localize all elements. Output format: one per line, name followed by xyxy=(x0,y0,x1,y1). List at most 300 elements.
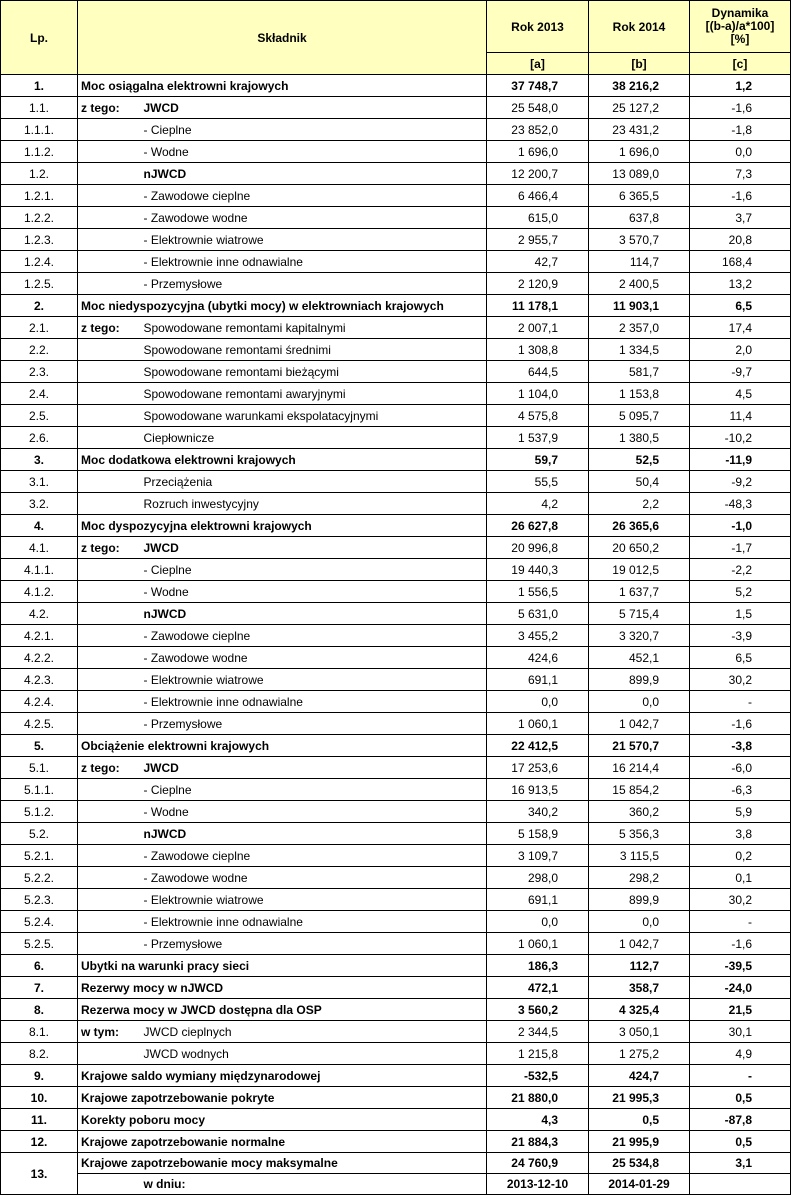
row-dynamics: - xyxy=(690,911,791,933)
row-lp: 8. xyxy=(1,999,78,1021)
row-dynamics: -9,2 xyxy=(690,471,791,493)
table-row xyxy=(1,229,791,251)
row-lp: 4.2.4. xyxy=(1,691,78,713)
row-prefix xyxy=(78,823,141,845)
row-value-2013: 1 060,1 xyxy=(487,713,589,735)
row-name: - Elektrownie wiatrowe xyxy=(141,889,487,911)
row-lp: 1.2.5. xyxy=(1,273,78,295)
row-lp: 2.4. xyxy=(1,383,78,405)
row-value-2013: 2 344,5 xyxy=(487,1021,589,1043)
table-row xyxy=(1,713,791,735)
row-dynamics: -6,0 xyxy=(690,757,791,779)
row-dynamics: -1,8 xyxy=(690,119,791,141)
table-row xyxy=(1,911,791,933)
row-dynamics: -24,0 xyxy=(690,977,791,999)
row-prefix xyxy=(78,1043,141,1065)
row-lp: 3.1. xyxy=(1,471,78,493)
row-lp: 8.2. xyxy=(1,1043,78,1065)
table-row xyxy=(1,603,791,625)
row-value-2014: 0,0 xyxy=(589,911,690,933)
row-dynamics: -3,8 xyxy=(690,735,791,757)
header-rok-2014: Rok 2014 xyxy=(589,1,690,53)
row-lp: 2.3. xyxy=(1,361,78,383)
row-value-2013: 3 560,2 xyxy=(487,999,589,1021)
row-value-2013: 4,3 xyxy=(487,1109,589,1131)
row-13-value-2014: 25 534,8 xyxy=(589,1153,690,1174)
row-name: - Elektrownie wiatrowe xyxy=(141,229,487,251)
row-dynamics: -11,9 xyxy=(690,449,791,471)
row-value-2014: 358,7 xyxy=(589,977,690,999)
table-row xyxy=(1,515,791,537)
row-name: Spowodowane remontami średnimi xyxy=(141,339,487,361)
row-lp: 5.2.4. xyxy=(1,911,78,933)
row-value-2013: 4 575,8 xyxy=(487,405,589,427)
row-value-2014: 112,7 xyxy=(589,955,690,977)
row-value-2013: 3 455,2 xyxy=(487,625,589,647)
row-prefix xyxy=(78,207,141,229)
table-row xyxy=(1,669,791,691)
row-value-2013: 5 158,9 xyxy=(487,823,589,845)
row-prefix xyxy=(78,845,141,867)
row-lp: 5.2.3. xyxy=(1,889,78,911)
row-value-2014: 21 995,9 xyxy=(589,1131,690,1153)
header-col-b: [b] xyxy=(589,53,690,75)
table-row xyxy=(1,295,791,317)
row-value-2013: 17 253,6 xyxy=(487,757,589,779)
row-lp: 5.1.2. xyxy=(1,801,78,823)
table-row xyxy=(1,801,791,823)
header-col-c: [c] xyxy=(690,53,791,75)
row-dynamics: 30,2 xyxy=(690,669,791,691)
row-value-2013: 0,0 xyxy=(487,691,589,713)
header-lp: Lp. xyxy=(1,1,78,75)
row-lp: 4.2.3. xyxy=(1,669,78,691)
row-name: nJWCD xyxy=(141,603,487,625)
row-value-2014: 360,2 xyxy=(589,801,690,823)
row-lp: 5.1.1. xyxy=(1,779,78,801)
row-value-2014: 13 089,0 xyxy=(589,163,690,185)
row-name: Korekty poboru mocy xyxy=(78,1109,487,1131)
row-lp: 6. xyxy=(1,955,78,977)
row-value-2013: 424,6 xyxy=(487,647,589,669)
row-name: - Przemysłowe xyxy=(141,273,487,295)
header-rok-2013: Rok 2013 xyxy=(487,1,589,53)
row-name: Krajowe zapotrzebowanie pokryte xyxy=(78,1087,487,1109)
row-prefix xyxy=(78,779,141,801)
table-row xyxy=(1,889,791,911)
row-name: - Zawodowe cieplne xyxy=(141,185,487,207)
row-name: Moc niedyspozycyjna (ubytki mocy) w elektrowniach krajowych xyxy=(78,295,487,317)
row-value-2014: 899,9 xyxy=(589,889,690,911)
table-row xyxy=(1,317,791,339)
row-lp: 2.6. xyxy=(1,427,78,449)
row-value-2013: 1 696,0 xyxy=(487,141,589,163)
table-row xyxy=(1,735,791,757)
row-prefix xyxy=(78,713,141,735)
row-lp: 4.1.1. xyxy=(1,559,78,581)
row-value-2014: 2,2 xyxy=(589,493,690,515)
row-prefix xyxy=(78,911,141,933)
row-prefix xyxy=(78,933,141,955)
row-value-2014: 1 042,7 xyxy=(589,933,690,955)
row-dynamics: 1,2 xyxy=(690,75,791,97)
row-dynamics: -3,9 xyxy=(690,625,791,647)
row-name: Rezerwy mocy w nJWCD xyxy=(78,977,487,999)
table-row xyxy=(1,779,791,801)
row-prefix xyxy=(78,581,141,603)
row-name: Rezerwa mocy w JWCD dostępna dla OSP xyxy=(78,999,487,1021)
row-lp: 4.2.2. xyxy=(1,647,78,669)
row-lp: 1.2.3. xyxy=(1,229,78,251)
row-value-2014: 6 365,5 xyxy=(589,185,690,207)
row-value-2013: 1 556,5 xyxy=(487,581,589,603)
row-name: Krajowe saldo wymiany międzynarodowej xyxy=(78,1065,487,1087)
row-value-2014: 15 854,2 xyxy=(589,779,690,801)
row-prefix: z tego: xyxy=(78,97,141,119)
row-dynamics: 7,3 xyxy=(690,163,791,185)
row-lp: 9. xyxy=(1,1065,78,1087)
row-name: - Cieplne xyxy=(141,779,487,801)
row-prefix: z tego: xyxy=(78,757,141,779)
row-dynamics: - xyxy=(690,1065,791,1087)
row-dynamics: -39,5 xyxy=(690,955,791,977)
table-row xyxy=(1,471,791,493)
row-value-2013: 21 884,3 xyxy=(487,1131,589,1153)
row-name: Spowodowane remontami awaryjnymi xyxy=(141,383,487,405)
row-13-value-2013: 24 760,9 xyxy=(487,1153,589,1174)
table-row xyxy=(1,1021,791,1043)
row-value-2014: 298,2 xyxy=(589,867,690,889)
table-row xyxy=(1,1109,791,1131)
row-name: - Przemysłowe xyxy=(141,713,487,735)
row-value-2014: 16 214,4 xyxy=(589,757,690,779)
table-row xyxy=(1,1043,791,1065)
row-value-2013: 1 060,1 xyxy=(487,933,589,955)
row-dynamics: -1,0 xyxy=(690,515,791,537)
table-row xyxy=(1,405,791,427)
row-lp: 7. xyxy=(1,977,78,999)
row-name: Spowodowane remontami kapitalnymi xyxy=(141,317,487,339)
row-dynamics: -2,2 xyxy=(690,559,791,581)
table-row xyxy=(1,427,791,449)
row-lp: 1.2.4. xyxy=(1,251,78,273)
row-13-lp: 13. xyxy=(1,1153,78,1195)
row-lp: 4.2.5. xyxy=(1,713,78,735)
table-row xyxy=(1,185,791,207)
header-skladnik: Składnik xyxy=(78,1,487,75)
row-dynamics: -87,8 xyxy=(690,1109,791,1131)
row-dynamics: -10,2 xyxy=(690,427,791,449)
row-value-2014: 25 127,2 xyxy=(589,97,690,119)
row-value-2013: 5 631,0 xyxy=(487,603,589,625)
row-dynamics: 30,2 xyxy=(690,889,791,911)
row-value-2013: 298,0 xyxy=(487,867,589,889)
table-row xyxy=(1,955,791,977)
row-name: JWCD xyxy=(141,97,487,119)
table-row xyxy=(1,163,791,185)
row-value-2014: 114,7 xyxy=(589,251,690,273)
row-dynamics: -1,6 xyxy=(690,933,791,955)
row-value-2014: 2 400,5 xyxy=(589,273,690,295)
row-value-2014: 424,7 xyxy=(589,1065,690,1087)
row-value-2014: 4 325,4 xyxy=(589,999,690,1021)
row-dynamics: 6,5 xyxy=(690,647,791,669)
row-value-2013: 186,3 xyxy=(487,955,589,977)
table-row xyxy=(1,383,791,405)
row-dynamics: 20,8 xyxy=(690,229,791,251)
header-dynamika: Dynamika [(b-a)/a*100] [%] xyxy=(690,1,791,53)
table-row xyxy=(1,75,791,97)
row-prefix xyxy=(78,669,141,691)
row-name: - Elektrownie inne odnawialne xyxy=(141,911,487,933)
table-row xyxy=(1,339,791,361)
row-value-2014: 1 153,8 xyxy=(589,383,690,405)
row-lp: 5. xyxy=(1,735,78,757)
row-value-2014: 1 042,7 xyxy=(589,713,690,735)
row-value-2013: 1 104,0 xyxy=(487,383,589,405)
table-body xyxy=(1,75,791,1153)
row-value-2014: 3 050,1 xyxy=(589,1021,690,1043)
row-dynamics: -1,7 xyxy=(690,537,791,559)
row-name: - Zawodowe wodne xyxy=(141,207,487,229)
row-dynamics: -1,6 xyxy=(690,713,791,735)
row-lp: 4.1. xyxy=(1,537,78,559)
row-lp: 1.2.1. xyxy=(1,185,78,207)
table-row xyxy=(1,845,791,867)
row-value-2014: 1 696,0 xyxy=(589,141,690,163)
table-row xyxy=(1,537,791,559)
row-value-2013: 0,0 xyxy=(487,911,589,933)
row-name: Rozruch inwestycyjny xyxy=(141,493,487,515)
row-13-date-2013: 2013-12-10 xyxy=(487,1174,589,1195)
row-lp: 1.1. xyxy=(1,97,78,119)
row-prefix xyxy=(78,889,141,911)
row-value-2014: 23 431,2 xyxy=(589,119,690,141)
table-row xyxy=(1,1087,791,1109)
row-lp: 12. xyxy=(1,1131,78,1153)
row-name: nJWCD xyxy=(141,163,487,185)
row-prefix xyxy=(78,559,141,581)
row-dynamics: -6,3 xyxy=(690,779,791,801)
row-name: - Zawodowe cieplne xyxy=(141,625,487,647)
row-value-2013: 691,1 xyxy=(487,669,589,691)
row-prefix xyxy=(78,383,141,405)
row-dynamics: 21,5 xyxy=(690,999,791,1021)
table-row xyxy=(1,493,791,515)
row-name: - Wodne xyxy=(141,801,487,823)
row-lp: 3. xyxy=(1,449,78,471)
row-dynamics: 168,4 xyxy=(690,251,791,273)
row-lp: 11. xyxy=(1,1109,78,1131)
row-dynamics: 6,5 xyxy=(690,295,791,317)
row-name: Krajowe zapotrzebowanie normalne xyxy=(78,1131,487,1153)
row-13-name: Krajowe zapotrzebowanie mocy maksymalne xyxy=(78,1153,487,1174)
row-value-2014: 3 115,5 xyxy=(589,845,690,867)
table-row xyxy=(1,207,791,229)
row-value-2013: 23 852,0 xyxy=(487,119,589,141)
row-value-2013: 2 955,7 xyxy=(487,229,589,251)
row-value-2013: 21 880,0 xyxy=(487,1087,589,1109)
row-value-2014: 1 380,5 xyxy=(589,427,690,449)
row-value-2013: 644,5 xyxy=(487,361,589,383)
row-prefix xyxy=(78,163,141,185)
header-col-a: [a] xyxy=(487,53,589,75)
row-value-2013: 26 627,8 xyxy=(487,515,589,537)
row-value-2014: 3 570,7 xyxy=(589,229,690,251)
row-dynamics: 13,2 xyxy=(690,273,791,295)
row-dynamics: -48,3 xyxy=(690,493,791,515)
row-value-2014: 0,0 xyxy=(589,691,690,713)
row-lp: 1.2. xyxy=(1,163,78,185)
row-value-2014: 637,8 xyxy=(589,207,690,229)
row-value-2014: 581,7 xyxy=(589,361,690,383)
row-lp: 10. xyxy=(1,1087,78,1109)
row-prefix xyxy=(78,361,141,383)
row-value-2013: 472,1 xyxy=(487,977,589,999)
row-dynamics: 1,5 xyxy=(690,603,791,625)
row-dynamics: 0,5 xyxy=(690,1087,791,1109)
table-row xyxy=(1,757,791,779)
table-row xyxy=(1,977,791,999)
row-value-2013: 11 178,1 xyxy=(487,295,589,317)
table-row xyxy=(1,625,791,647)
row-lp: 5.2. xyxy=(1,823,78,845)
row-dynamics: 4,9 xyxy=(690,1043,791,1065)
row-value-2014: 2 357,0 xyxy=(589,317,690,339)
row-value-2013: 4,2 xyxy=(487,493,589,515)
row-dynamics: 3,7 xyxy=(690,207,791,229)
row-prefix xyxy=(78,273,141,295)
row-dynamics: 0,2 xyxy=(690,845,791,867)
row-dynamics: 3,8 xyxy=(690,823,791,845)
row-value-2013: 615,0 xyxy=(487,207,589,229)
row-name: - Zawodowe cieplne xyxy=(141,845,487,867)
row-dynamics: 5,9 xyxy=(690,801,791,823)
row-dynamics: 5,2 xyxy=(690,581,791,603)
row-13-date-2014: 2014-01-29 xyxy=(589,1174,690,1195)
row-lp: 5.2.5. xyxy=(1,933,78,955)
row-value-2013: 20 996,8 xyxy=(487,537,589,559)
row-value-2013: 2 007,1 xyxy=(487,317,589,339)
table-row xyxy=(1,141,791,163)
row-value-2013: 37 748,7 xyxy=(487,75,589,97)
row-lp: 4.2.1. xyxy=(1,625,78,647)
row-value-2014: 1 275,2 xyxy=(589,1043,690,1065)
row-prefix xyxy=(78,339,141,361)
row-prefix xyxy=(78,185,141,207)
row-value-2014: 38 216,2 xyxy=(589,75,690,97)
row-name: nJWCD xyxy=(141,823,487,845)
row-name: JWCD wodnych xyxy=(141,1043,487,1065)
row-value-2014: 899,9 xyxy=(589,669,690,691)
row-value-2014: 19 012,5 xyxy=(589,559,690,581)
row-lp: 5.2.2. xyxy=(1,867,78,889)
row-value-2014: 5 356,3 xyxy=(589,823,690,845)
row-13-date-label: w dniu: xyxy=(141,1174,487,1195)
row-name: - Elektrownie wiatrowe xyxy=(141,669,487,691)
row-prefix xyxy=(78,229,141,251)
row-prefix xyxy=(78,801,141,823)
row-value-2014: 26 365,6 xyxy=(589,515,690,537)
row-name: Moc dyspozycyjna elektrowni krajowych xyxy=(78,515,487,537)
row-prefix: z tego: xyxy=(78,537,141,559)
row-prefix xyxy=(78,119,141,141)
row-value-2014: 21 995,3 xyxy=(589,1087,690,1109)
table-row xyxy=(1,1131,791,1153)
row-lp: 5.1. xyxy=(1,757,78,779)
row-dynamics: 0,1 xyxy=(690,867,791,889)
row-lp: 2.5. xyxy=(1,405,78,427)
table-row xyxy=(1,251,791,273)
row-name: Spowodowane warunkami ekspolatacyjnymi xyxy=(141,405,487,427)
row-name: - Przemysłowe xyxy=(141,933,487,955)
row-lp: 5.2.1. xyxy=(1,845,78,867)
row-lp: 1.1.2. xyxy=(1,141,78,163)
row-name: - Elektrownie inne odnawialne xyxy=(141,251,487,273)
row-name: - Zawodowe wodne xyxy=(141,867,487,889)
table-footer xyxy=(1,1153,791,1195)
table-row xyxy=(1,823,791,845)
row-value-2014: 20 650,2 xyxy=(589,537,690,559)
row-name: Moc osiągalna elektrowni krajowych xyxy=(78,75,487,97)
table-row xyxy=(1,361,791,383)
table-row xyxy=(1,449,791,471)
row-prefix xyxy=(78,691,141,713)
row-value-2013: -532,5 xyxy=(487,1065,589,1087)
row-prefix: w tym: xyxy=(78,1021,141,1043)
row-prefix xyxy=(78,493,141,515)
row-lp: 4.2. xyxy=(1,603,78,625)
row-prefix xyxy=(78,405,141,427)
row-lp: 1.2.2. xyxy=(1,207,78,229)
row-value-2013: 12 200,7 xyxy=(487,163,589,185)
row-value-2013: 3 109,7 xyxy=(487,845,589,867)
table-row xyxy=(1,867,791,889)
row-dynamics: 0,5 xyxy=(690,1131,791,1153)
table-row xyxy=(1,581,791,603)
row-value-2014: 50,4 xyxy=(589,471,690,493)
row-name: JWCD xyxy=(141,757,487,779)
row-value-2014: 3 320,7 xyxy=(589,625,690,647)
row-value-2014: 0,5 xyxy=(589,1109,690,1131)
row-value-2013: 22 412,5 xyxy=(487,735,589,757)
row-prefix xyxy=(78,867,141,889)
row-prefix xyxy=(78,647,141,669)
row-dynamics: 4,5 xyxy=(690,383,791,405)
row-dynamics: -9,7 xyxy=(690,361,791,383)
row-prefix: z tego: xyxy=(78,317,141,339)
row-value-2013: 1 537,9 xyxy=(487,427,589,449)
row-dynamics: 2,0 xyxy=(690,339,791,361)
row-value-2013: 42,7 xyxy=(487,251,589,273)
row-value-2013: 19 440,3 xyxy=(487,559,589,581)
table-row xyxy=(1,647,791,669)
row-value-2014: 1 334,5 xyxy=(589,339,690,361)
table-row xyxy=(1,933,791,955)
row-prefix xyxy=(78,251,141,273)
row-value-2014: 21 570,7 xyxy=(589,735,690,757)
row-13-dynamics: 3,1 xyxy=(690,1153,791,1174)
row-lp: 2.2. xyxy=(1,339,78,361)
row-name: Obciążenie elektrowni krajowych xyxy=(78,735,487,757)
row-value-2013: 2 120,9 xyxy=(487,273,589,295)
row-value-2013: 16 913,5 xyxy=(487,779,589,801)
row-name: - Wodne xyxy=(141,581,487,603)
row-name: Spowodowane remontami bieżącymi xyxy=(141,361,487,383)
row-dynamics: 30,1 xyxy=(690,1021,791,1043)
row-name: JWCD xyxy=(141,537,487,559)
row-name: Ciepłownicze xyxy=(141,427,487,449)
